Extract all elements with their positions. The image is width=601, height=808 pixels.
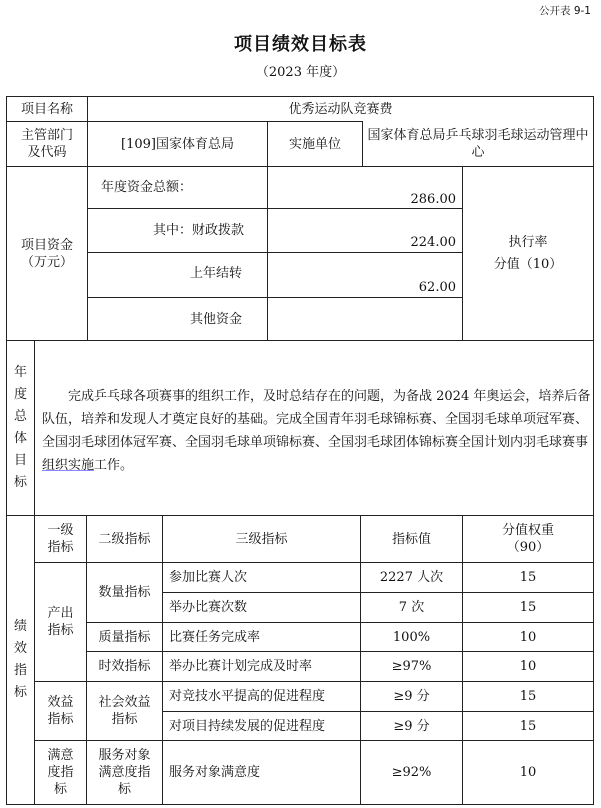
- funds-total-label: 年度资金总额：: [101, 179, 193, 195]
- subgroup-timeliness: 时效指标: [98, 659, 151, 674]
- goal-label-text: 年度总体目标: [13, 365, 27, 490]
- impl-value: 国家体育总局乒乓球羽毛球运动管理中心: [367, 128, 589, 160]
- funds-carryover-label: 上年结转: [189, 265, 242, 281]
- dept-label: 主管部门 及代码: [20, 128, 73, 160]
- dept-value: [109]国家体育总局: [121, 136, 234, 152]
- project-name-value: 优秀运动队竞赛费: [288, 101, 393, 117]
- row-value: 2227 人次: [379, 570, 444, 585]
- row-value: ≥9 分: [393, 718, 430, 734]
- group-benefit: 效益 指标: [47, 695, 74, 727]
- perf-label: [6, 515, 35, 805]
- row-weight: 15: [519, 718, 537, 734]
- funds-carryover-value: 62.00: [418, 279, 456, 295]
- funds-other-value: [267, 297, 459, 341]
- row-level3: 比赛任务完成率: [169, 629, 261, 645]
- header-level2: 二级指标: [98, 531, 151, 547]
- impl-label: 实施单位: [288, 136, 341, 152]
- funds-total-value: 286.00: [410, 191, 456, 207]
- group-satisfaction: 满意 度指 标: [47, 748, 74, 797]
- doc-code: 公开表 9-1: [539, 5, 591, 17]
- row-level3: 举办比赛次数: [169, 600, 248, 615]
- header-value: 指标值: [391, 531, 431, 547]
- header-level3: 三级指标: [235, 531, 288, 547]
- goal-text-part3: 工作。: [94, 458, 134, 473]
- row-weight: 15: [519, 689, 537, 704]
- row-weight: 10: [519, 765, 537, 780]
- row-level3: 服务对象满意度: [169, 765, 261, 780]
- group-output: 产出 指标: [47, 606, 74, 638]
- row-weight: 10: [519, 659, 537, 674]
- funds-label: 项目资金 （万元）: [20, 237, 73, 270]
- funds-fiscal-value: 224.00: [410, 234, 456, 250]
- header-level1: 一级 指标: [47, 523, 74, 555]
- row-value: ≥92%: [391, 765, 432, 780]
- perf-label-text: 绩效指标: [13, 619, 27, 700]
- subgroup-quantity: 数量指标: [98, 585, 151, 600]
- row-weight: 10: [519, 629, 537, 645]
- project-name-label: 项目名称: [20, 101, 73, 117]
- funds-fiscal-label: 其中：财政拨款: [152, 223, 244, 238]
- row-level3: 对竞技水平提高的促进程度: [169, 689, 326, 704]
- row-level3: 对项目持续发展的促进程度: [169, 718, 326, 734]
- row-weight: 15: [519, 570, 537, 585]
- subgroup-quality: 质量指标: [98, 629, 151, 645]
- subgroup-service-satisfaction: 服务对象 满意度指 标: [98, 748, 151, 797]
- row-value: 100%: [392, 629, 431, 645]
- page-subtitle: （2023 年度）: [255, 65, 346, 80]
- row-value: ≥9 分: [393, 689, 430, 704]
- row-value: ≥97%: [391, 659, 432, 674]
- funds-other-label: 其他资金: [189, 311, 242, 327]
- row-level3: 参加比赛人次: [169, 570, 248, 585]
- goal-text: [42, 385, 592, 477]
- goal-text-part1: 完成乒乓球各项赛事的组织工作，及时总结存在的问题，为备战 2024 年奥运会，培养后备队伍，培养和发现人才奠定良好的基础。完成全国青年羽毛球锦标赛、全国羽毛球单项冠军赛、全国羽毛球团体冠军赛、全国羽毛球单项锦标赛、全国羽毛球团体锦标赛全国计划内羽毛球赛事: [42, 389, 591, 450]
- exec-rate-label: 执行率 分值（10）: [493, 234, 563, 272]
- row-level3: 举办比赛计划完成及时率: [169, 659, 313, 674]
- header-weight: 分值权重 （90）: [501, 523, 554, 555]
- subgroup-social-benefit: 社会效益 指标: [98, 695, 151, 727]
- goal-text-part2: 组织实施: [42, 458, 95, 473]
- row-weight: 15: [519, 600, 537, 615]
- goal-label: [6, 340, 35, 516]
- row-value: 7 次: [398, 600, 425, 615]
- page-title: 项目绩效目标表: [234, 34, 367, 55]
